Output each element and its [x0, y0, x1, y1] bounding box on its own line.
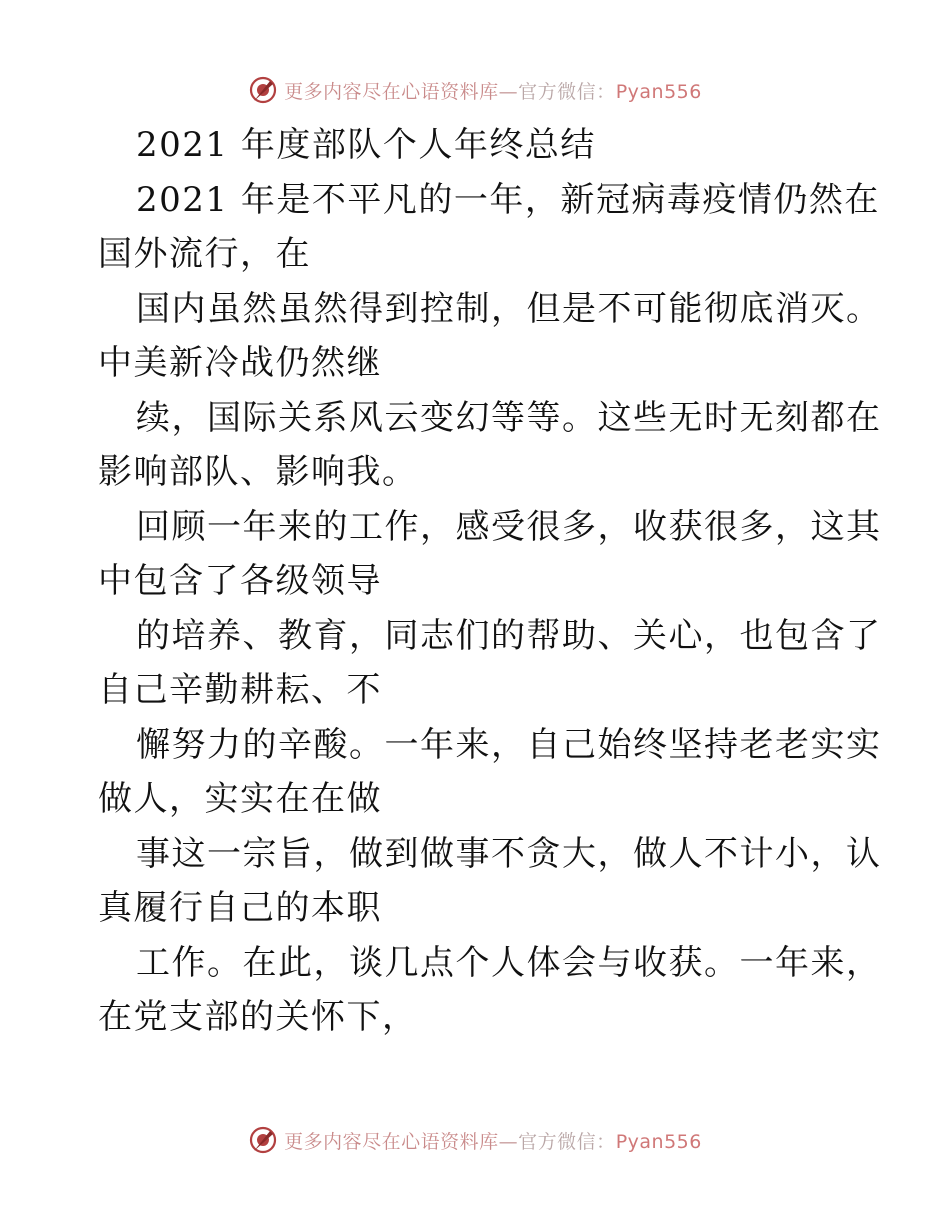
- paragraph-line: 回顾一年来的工作，感受很多，收获很多，这其: [136, 506, 882, 547]
- paragraph-line: 国内虽然虽然得到控制，但是不可能彻底消灭。: [136, 288, 882, 329]
- paragraph-line: 中包含了各级领导: [98, 561, 382, 601]
- paragraph-line: 续，国际关系风云变幻等等。这些无时无刻都在: [136, 397, 882, 438]
- watermark-main: 更多内容尽在心语资料库: [284, 1130, 499, 1153]
- footer-watermark: [0, 1120, 950, 1160]
- paragraph-line: 2021 年是不平凡的一年，新冠病毒疫情仍然在: [136, 179, 880, 220]
- paragraph-line: 做人，实实在在做: [98, 779, 382, 819]
- quill-logo-icon: [248, 75, 278, 105]
- watermark-wechat-label: 官方微信：: [518, 80, 616, 103]
- watermark-wechat-id: Pyan556: [615, 1130, 702, 1153]
- paragraph-line: 工作。在此，谈几点个人体会与收获。一年来，: [136, 942, 882, 983]
- paragraph-line: 真履行自己的本职: [98, 888, 382, 928]
- paragraph-line: 事这一宗旨，做到做事不贪大，做人不计小，认: [136, 833, 882, 874]
- watermark-main: 更多内容尽在心语资料库: [284, 80, 499, 103]
- watermark-text: [284, 77, 702, 104]
- header-watermark: [0, 70, 950, 110]
- watermark-wechat-label: 官方微信：: [518, 1130, 616, 1153]
- paragraph-line: 国外流行，在: [98, 234, 311, 274]
- document-body: [98, 118, 882, 1045]
- document-title: 2021 年度部队个人年终总结: [136, 125, 596, 165]
- paragraph-line: 自己辛勤耕耘、不: [98, 670, 382, 710]
- paragraph-line: 懈努力的辛酸。一年来，自己始终坚持老老实实: [136, 724, 882, 765]
- watermark-separator: —: [498, 80, 519, 103]
- watermark-separator: —: [498, 1130, 519, 1153]
- paragraph-line: 中美新冷战仍然继: [98, 343, 382, 383]
- watermark-text: [284, 1127, 702, 1154]
- paragraph-line: 影响部队、影响我。: [98, 452, 418, 492]
- paragraph-line: 的培养、教育，同志们的帮助、关心，也包含了: [136, 615, 882, 656]
- watermark-wechat-id: Pyan556: [615, 80, 702, 103]
- quill-logo-icon: [248, 1125, 278, 1155]
- paragraph-line: 在党支部的关怀下，: [98, 997, 418, 1037]
